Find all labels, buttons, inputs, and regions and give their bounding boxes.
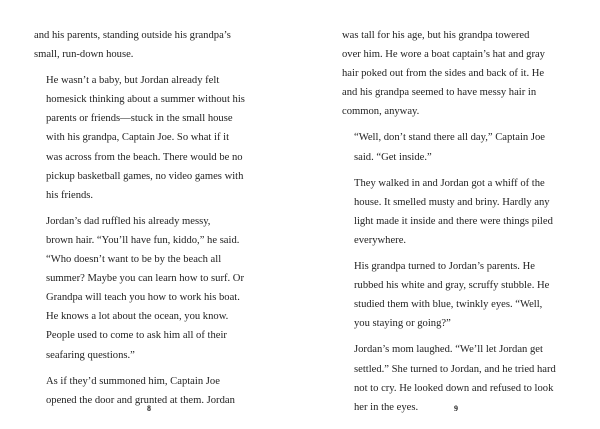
paragraph xyxy=(34,372,272,410)
text-line: Jordan’s mom laughed. “We’ll let Jordan get xyxy=(354,344,543,356)
text-line: light made it inside and there were things piled xyxy=(354,215,553,227)
text-line: As if they’d summoned him, Captain Joe xyxy=(46,375,220,387)
text-line: with his grandpa, Captain Joe. So what if it xyxy=(46,132,230,144)
text-line: settled.” She turned to Jordan, and he tried hard xyxy=(354,363,556,375)
text-line: summer? Maybe you can learn how to surf. Or xyxy=(46,273,244,285)
text-line: brown hair. “You’ll have fun, kiddo,” he said. xyxy=(46,234,240,246)
text-line: “Well, don’t stand there all day,” Captain Joe xyxy=(354,132,545,144)
text-line: not to cry. He looked down and refused to look xyxy=(354,382,554,394)
text-line: you staying or going?” xyxy=(354,318,451,330)
text-line: hair poked out from the sides and back of it. He xyxy=(342,68,545,80)
text-line: and his parents, standing outside his grandpa’s xyxy=(34,30,231,41)
page-number: 8 xyxy=(147,404,151,413)
text-line: studied them with blue, twinkly eyes. “Well, xyxy=(354,299,543,311)
text-line: Jordan’s dad ruffled his already messy, xyxy=(46,215,211,227)
text-line: pickup basketball games, no video games with xyxy=(46,170,244,182)
text-line: was tall for his age, but his grandpa towered xyxy=(342,30,530,41)
text-line: Grandpa will teach you how to work his boat. xyxy=(46,292,240,304)
paragraph xyxy=(34,71,272,205)
text-line: parents or friends—stuck in the small house xyxy=(46,113,233,125)
text-line: house. It smelled musty and briny. Hardly any xyxy=(354,196,550,208)
paragraph xyxy=(342,26,580,121)
text-line: everywhere. xyxy=(354,234,407,246)
text-line: “Who doesn’t want to be by the beach all xyxy=(46,254,222,266)
text-line: He knows a lot about the ocean, you know. xyxy=(46,311,229,323)
text-line: his friends. xyxy=(46,189,94,201)
text-line: seafaring questions.” xyxy=(46,349,135,361)
text-line: rubbed his white and gray, scruffy stubble. He xyxy=(354,280,550,292)
text-line: over him. He wore a boat captain’s hat and gray xyxy=(342,49,545,61)
text-line: her in the eyes. xyxy=(354,401,419,413)
paragraph xyxy=(342,257,580,333)
text-line: common, anyway. xyxy=(342,106,420,118)
text-line: His grandpa turned to Jordan’s parents. He xyxy=(354,261,535,273)
text-line: They walked in and Jordan got a whiff of the xyxy=(354,177,545,189)
right-page-text xyxy=(342,26,580,424)
paragraph xyxy=(342,340,580,416)
paragraph xyxy=(342,128,580,166)
paragraph xyxy=(34,212,272,365)
text-line: homesick thinking about a summer without his xyxy=(46,94,245,106)
text-line: He wasn’t a baby, but Jordan already felt xyxy=(46,75,220,87)
text-line: said. “Get inside.” xyxy=(354,151,432,163)
paragraph xyxy=(34,26,272,64)
text-line: People used to come to ask him all of their xyxy=(46,330,227,342)
page-number: 9 xyxy=(454,404,458,413)
text-line: and his grandpa seemed to have messy hair in xyxy=(342,87,537,99)
left-page-text xyxy=(34,26,272,417)
paragraph xyxy=(342,174,580,250)
text-line: was across from the beach. There would be no xyxy=(46,151,243,163)
text-line: small, run-down house. xyxy=(34,49,134,61)
text-line: opened the door and grunted at them. Jordan xyxy=(46,394,235,406)
